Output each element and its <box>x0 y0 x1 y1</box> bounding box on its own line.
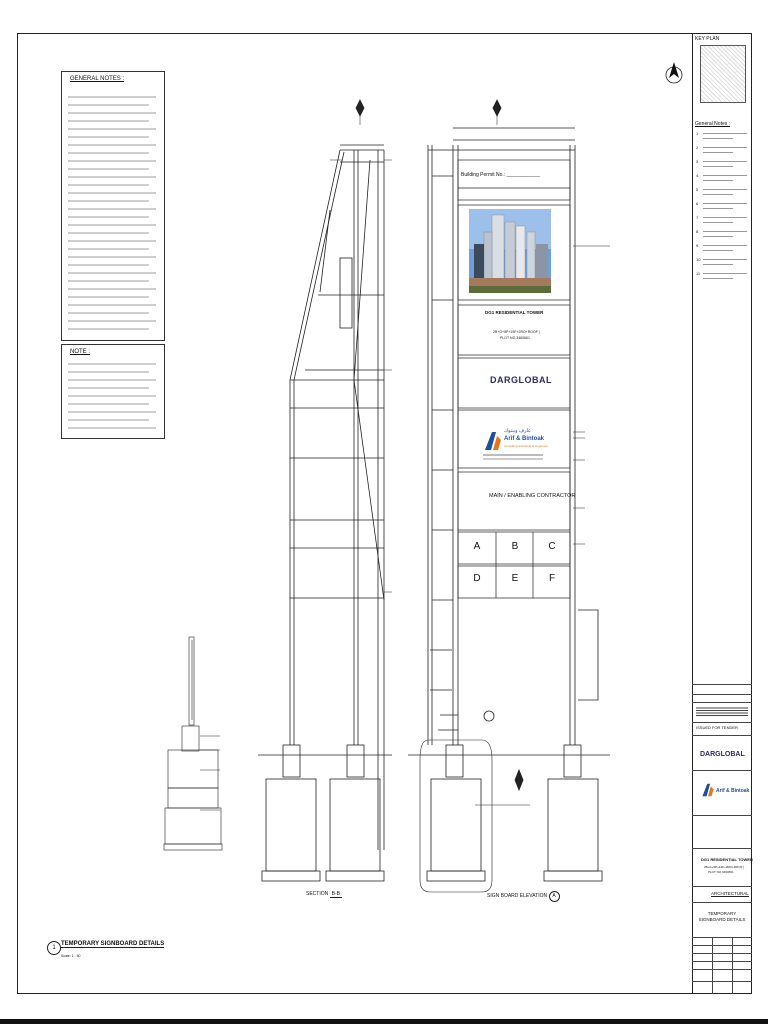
tb-rule <box>692 735 752 736</box>
section-label <box>306 891 342 898</box>
tb-note-number: 1 <box>696 131 699 136</box>
slot-c: C <box>548 541 556 552</box>
elevation-label <box>487 891 560 902</box>
tb-rule <box>692 694 752 695</box>
section-footings <box>258 745 392 881</box>
tb-project-name: DG1 RESIDENTIAL TOWER <box>701 857 753 862</box>
tb-client-text-block <box>696 706 748 716</box>
slot-d: D <box>473 573 481 584</box>
tb-rule <box>692 684 752 685</box>
elevation-mark: A <box>549 891 560 902</box>
tb-note-number: 2 <box>696 145 699 150</box>
tb-rule <box>692 886 752 887</box>
tb-consultant-logo <box>701 780 749 808</box>
tb-note-number: 8 <box>696 229 699 234</box>
slot-e: E <box>511 573 519 584</box>
sign-enabling-contractor: MAIN / ENABLING CONTRACTOR <box>489 493 576 499</box>
elevation-label-text: SIGN BOARD ELEVATION <box>487 893 548 899</box>
tb-note-number: 9 <box>696 243 699 248</box>
tb-rule <box>692 770 752 771</box>
section-mark: B-B <box>331 891 340 897</box>
tb-rule <box>692 722 752 723</box>
sign-consultant-logo <box>483 428 549 462</box>
tb-ab-logo-icon <box>701 782 715 798</box>
section-frame <box>290 145 384 850</box>
tb-note-number: 7 <box>696 215 699 220</box>
tb-rule <box>692 815 752 816</box>
tb-general-notes-title: General Notes : <box>695 121 731 127</box>
tb-note-number: 11 <box>696 271 701 276</box>
tb-rule <box>692 981 752 982</box>
slot-a: A <box>473 541 481 552</box>
tb-discipline: ARCHITECTURAL <box>711 891 749 896</box>
tb-rule <box>692 902 752 903</box>
ab-logo-icon <box>483 430 503 452</box>
tb-drawing-title: TEMPORARY SIGNBOARD DETAILS <box>698 911 746 922</box>
tb-rule <box>692 945 752 946</box>
detail-scale: Scale: 1 : 50 <box>61 954 81 958</box>
key-plan-label: KEY PLAN <box>695 36 720 42</box>
page-bottom-bar <box>0 1019 768 1024</box>
tb-note-number: 10 <box>696 257 701 262</box>
tb-rule <box>692 969 752 970</box>
section-label-text: SECTION <box>306 891 329 897</box>
tb-rule <box>692 848 752 849</box>
tb-rule <box>692 961 752 962</box>
tb-developer-logo: DARGLOBAL <box>700 751 745 758</box>
sign-project-sub1: 2B+G+5P+19F+2RO+ROOF ) <box>493 330 540 334</box>
detail-number: 1 <box>47 941 61 955</box>
tb-col <box>732 937 733 994</box>
tb-project-sub1: 2B+G+5P+19F+2RO+ROOF ) <box>704 865 745 869</box>
slot-b: B <box>511 541 519 552</box>
sign-consultant-arabic: عارف وبنتوك <box>504 428 532 434</box>
tb-note-number: 3 <box>696 159 699 164</box>
tb-project-sub2: PLOT NO.3460661 <box>708 870 734 874</box>
sign-project-sub2: PLOT NO.3460661 <box>500 336 530 340</box>
rendering-image <box>469 209 551 293</box>
tb-rule <box>692 953 752 954</box>
tb-rule <box>692 702 752 703</box>
slot-f: F <box>548 573 556 584</box>
detail-title: TEMPORARY SIGNBOARD DETAILS <box>61 941 165 947</box>
tb-note-number: 5 <box>696 187 699 192</box>
general-notes-title: GENERAL NOTES : <box>70 76 125 82</box>
permit-label: Building Permit No.: ____________ <box>461 172 540 178</box>
sign-project-name: DG1 RESIDENTIAL TOWER <box>485 310 544 315</box>
sign-consultant-tagline: consulting architects & engineers <box>504 444 549 448</box>
note-title: NOTE : <box>70 349 91 355</box>
base-detail <box>164 637 222 850</box>
tb-note-number: 6 <box>696 201 699 206</box>
tb-col <box>712 937 713 994</box>
sign-developer-logo: DARGLOBAL <box>490 375 552 385</box>
sign-consultant-brand: Arif & Bintoak <box>504 436 545 442</box>
tb-issued-for: ISSUED FOR TENDER <box>696 725 738 730</box>
tb-rule <box>692 937 752 938</box>
tb-note-number: 4 <box>696 173 699 178</box>
tb-consultant-brand: Arif & Bintoak <box>716 788 750 794</box>
